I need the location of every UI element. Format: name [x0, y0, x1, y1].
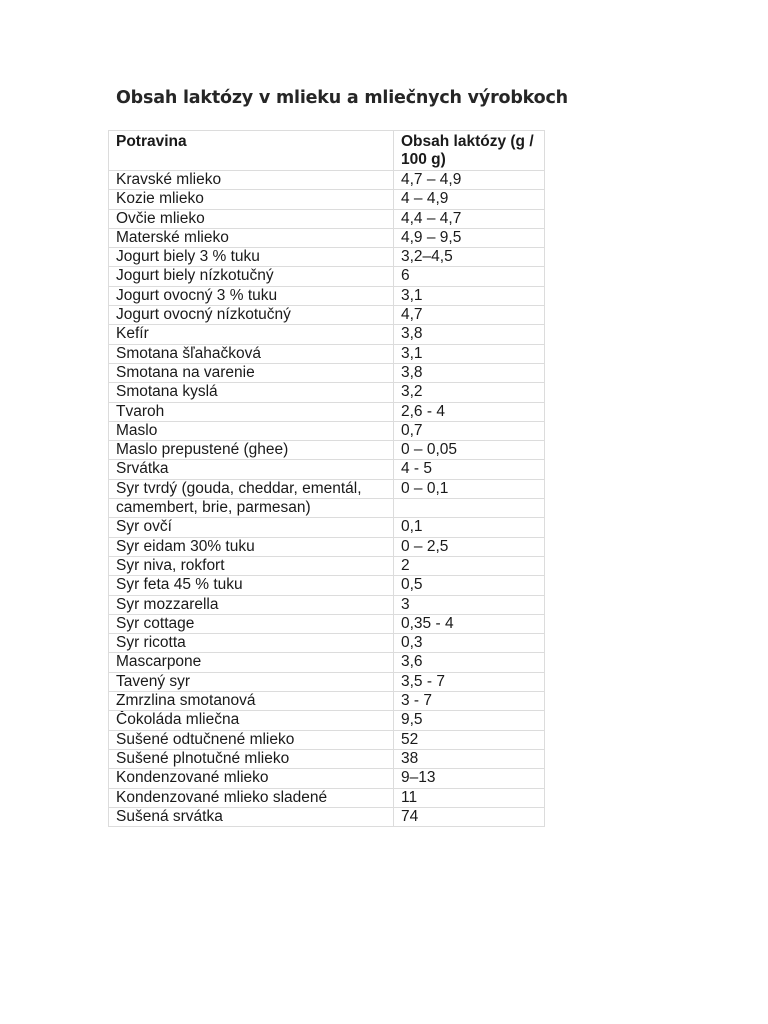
lactose-cell: 0,1: [394, 518, 545, 537]
lactose-cell: 0 – 2,5: [394, 537, 545, 556]
table-row: [109, 769, 545, 788]
lactose-cell: 38: [394, 749, 545, 768]
food-cell: Syr cottage: [109, 614, 394, 633]
table-row: [109, 190, 545, 209]
food-cell: Kondenzované mlieko sladené: [109, 788, 394, 807]
food-cell: Srvátka: [109, 460, 394, 479]
food-cell: Mascarpone: [109, 653, 394, 672]
lactose-cell: 0 – 0,1: [394, 479, 545, 498]
food-cell: Kondenzované mlieko: [109, 769, 394, 788]
lactose-cell: 4,7 – 4,9: [394, 171, 545, 190]
lactose-cell: 4 – 4,9: [394, 190, 545, 209]
table-row: [109, 267, 545, 286]
food-cell: Maslo prepustené (ghee): [109, 441, 394, 460]
table-row: [109, 614, 545, 633]
food-cell: Materské mlieko: [109, 228, 394, 247]
table-row: [109, 576, 545, 595]
table-row: [109, 634, 545, 653]
table-row: [109, 692, 545, 711]
food-cell: Smotana kyslá: [109, 383, 394, 402]
header-row: [109, 131, 545, 171]
food-cell: Jogurt biely nízkotučný: [109, 267, 394, 286]
lactose-cell: 3,8: [394, 325, 545, 344]
table-row: [109, 441, 545, 460]
food-cell: Syr ovčí: [109, 518, 394, 537]
table-header: [109, 131, 545, 171]
lactose-cell: 4,4 – 4,7: [394, 209, 545, 228]
lactose-cell: 3,2–4,5: [394, 248, 545, 267]
table-row: [109, 363, 545, 382]
table-row: [109, 807, 545, 826]
food-cell: Syr eidam 30% tuku: [109, 537, 394, 556]
lactose-cell: 0,35 - 4: [394, 614, 545, 633]
food-cell: Syr mozzarella: [109, 595, 394, 614]
lactose-cell: 3,6: [394, 653, 545, 672]
lactose-cell: 3,1: [394, 286, 545, 305]
food-cell: Tavený syr: [109, 672, 394, 691]
table-row: [109, 209, 545, 228]
lactose-cell: 4,9 – 9,5: [394, 228, 545, 247]
food-cell: Sušené odtučnené mlieko: [109, 730, 394, 749]
table-row: [109, 460, 545, 479]
lactose-cell: 6: [394, 267, 545, 286]
food-cell: Kravské mlieko: [109, 171, 394, 190]
table-row: [109, 537, 545, 556]
table-row: [109, 383, 545, 402]
table-row: [109, 788, 545, 807]
food-cell: Kozie mlieko: [109, 190, 394, 209]
table-row: [109, 479, 545, 498]
lactose-cell: 2: [394, 556, 545, 575]
table-row: [109, 672, 545, 691]
food-cell: Čokoláda mliečna: [109, 711, 394, 730]
lactose-cell: 0,5: [394, 576, 545, 595]
lactose-cell: 11: [394, 788, 545, 807]
lactose-cell: 3,1: [394, 344, 545, 363]
lactose-cell: 3,8: [394, 363, 545, 382]
table-row: [109, 556, 545, 575]
food-cell: Kefír: [109, 325, 394, 344]
food-cell: Maslo: [109, 421, 394, 440]
food-cell: Syr tvrdý (gouda, cheddar, ementál,: [109, 479, 394, 498]
lactose-cell: 2,6 - 4: [394, 402, 545, 421]
header-lactose: Obsah laktózy (g / 100 g): [394, 131, 545, 171]
food-cell: Ovčie mlieko: [109, 209, 394, 228]
table-row: [109, 228, 545, 247]
food-cell: Syr feta 45 % tuku: [109, 576, 394, 595]
lactose-cell: 0,3: [394, 634, 545, 653]
food-cell: Syr ricotta: [109, 634, 394, 653]
table-row: [109, 286, 545, 305]
lactose-cell: 4,7: [394, 306, 545, 325]
food-cell: Zmrzlina smotanová: [109, 692, 394, 711]
lactose-table: [108, 130, 545, 827]
table-row: [109, 344, 545, 363]
lactose-cell: 3,2: [394, 383, 545, 402]
food-cell: Smotana šľahačková: [109, 344, 394, 363]
food-cell: Syr niva, rokfort: [109, 556, 394, 575]
lactose-cell: 9–13: [394, 769, 545, 788]
table-row: [109, 306, 545, 325]
table-row: [109, 248, 545, 267]
food-cell: Jogurt ovocný 3 % tuku: [109, 286, 394, 305]
lactose-cell: 3,5 - 7: [394, 672, 545, 691]
table-row: [109, 711, 545, 730]
table-row: [109, 499, 545, 518]
table-row: [109, 595, 545, 614]
header-food: Potravina: [109, 131, 394, 171]
lactose-cell: 0,7: [394, 421, 545, 440]
lactose-cell: 3: [394, 595, 545, 614]
lactose-cell: 74: [394, 807, 545, 826]
table-row: [109, 421, 545, 440]
lactose-cell: 52: [394, 730, 545, 749]
table-body: [109, 171, 545, 827]
table-row: [109, 749, 545, 768]
lactose-cell: 3 - 7: [394, 692, 545, 711]
table-row: [109, 653, 545, 672]
page-title: Obsah laktózy v mlieku a mliečnych výrobkoch: [116, 88, 568, 108]
food-cell: Sušené plnotučné mlieko: [109, 749, 394, 768]
table-row: [109, 518, 545, 537]
food-cell: Jogurt biely 3 % tuku: [109, 248, 394, 267]
lactose-cell: 4 - 5: [394, 460, 545, 479]
food-cell: Smotana na varenie: [109, 363, 394, 382]
lactose-cell: [394, 499, 545, 518]
food-cell: Tvaroh: [109, 402, 394, 421]
table-row: [109, 730, 545, 749]
table-row: [109, 171, 545, 190]
lactose-cell: 0 – 0,05: [394, 441, 545, 460]
food-cell: Jogurt ovocný nízkotučný: [109, 306, 394, 325]
food-cell: camembert, brie, parmesan): [109, 499, 394, 518]
table-row: [109, 402, 545, 421]
food-cell: Sušená srvátka: [109, 807, 394, 826]
table-row: [109, 325, 545, 344]
lactose-cell: 9,5: [394, 711, 545, 730]
